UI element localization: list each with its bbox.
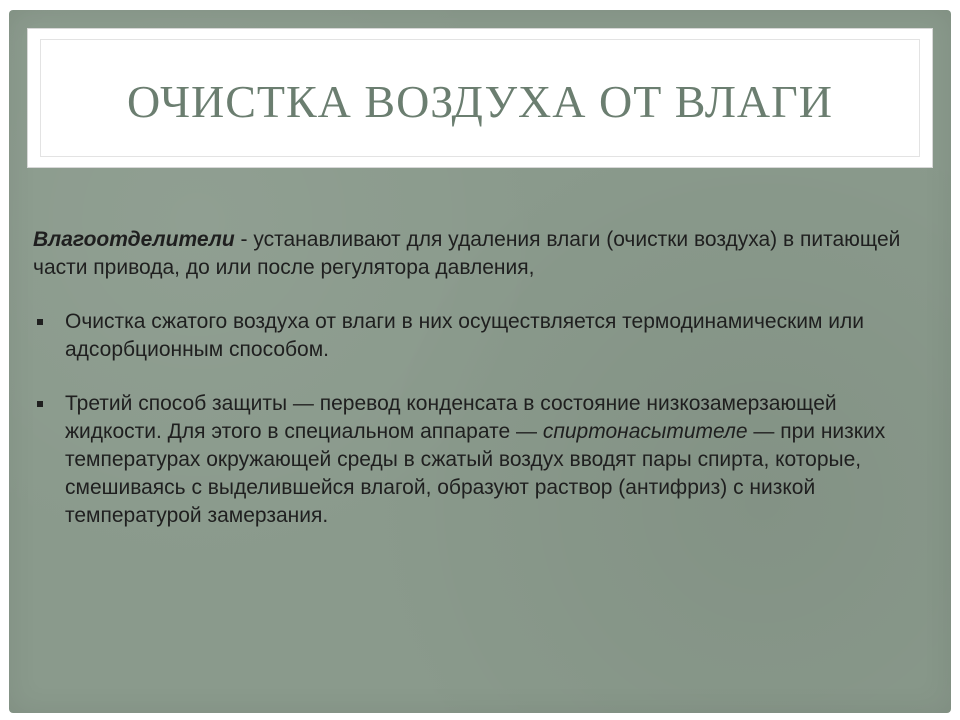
bullet-marker-icon (37, 319, 43, 325)
bullet-text-1: Очистка сжатого воздуха от влаги в них осуществляется термодинамическим или адсорбционным способом. (65, 310, 865, 361)
title-box (28, 29, 932, 167)
bullet-text-2a: Третий способ защиты — перевод конденсата в состояние низкозамерзающей жидкости. Для этого в специальном аппарате — (65, 392, 837, 443)
intro-paragraph (33, 226, 913, 282)
intro-term: Влагоотделители (33, 228, 235, 251)
slide-body (33, 226, 913, 556)
bullet-term-2: спиртонасытителе (542, 420, 748, 443)
bullet-item-2 (33, 390, 913, 530)
bullet-marker-icon (37, 401, 43, 407)
intro-text: - устанавливают для удаления влаги (очистки воздуха) в питающей части привода, до или после регулятора давления, (33, 228, 901, 279)
bullet-item-1 (33, 308, 913, 364)
bullet-text-2b: — при низких температурах окружающей среды в сжатый воздух вводят пары спирта, которые, смешиваясь с выделившейся влагой, образуют раствор (антифриз) с низкой температурой замерзания. (65, 420, 886, 527)
slide-title: ОЧИСТКА ВОЗДУХА ОТ ВЛАГИ (127, 76, 833, 127)
